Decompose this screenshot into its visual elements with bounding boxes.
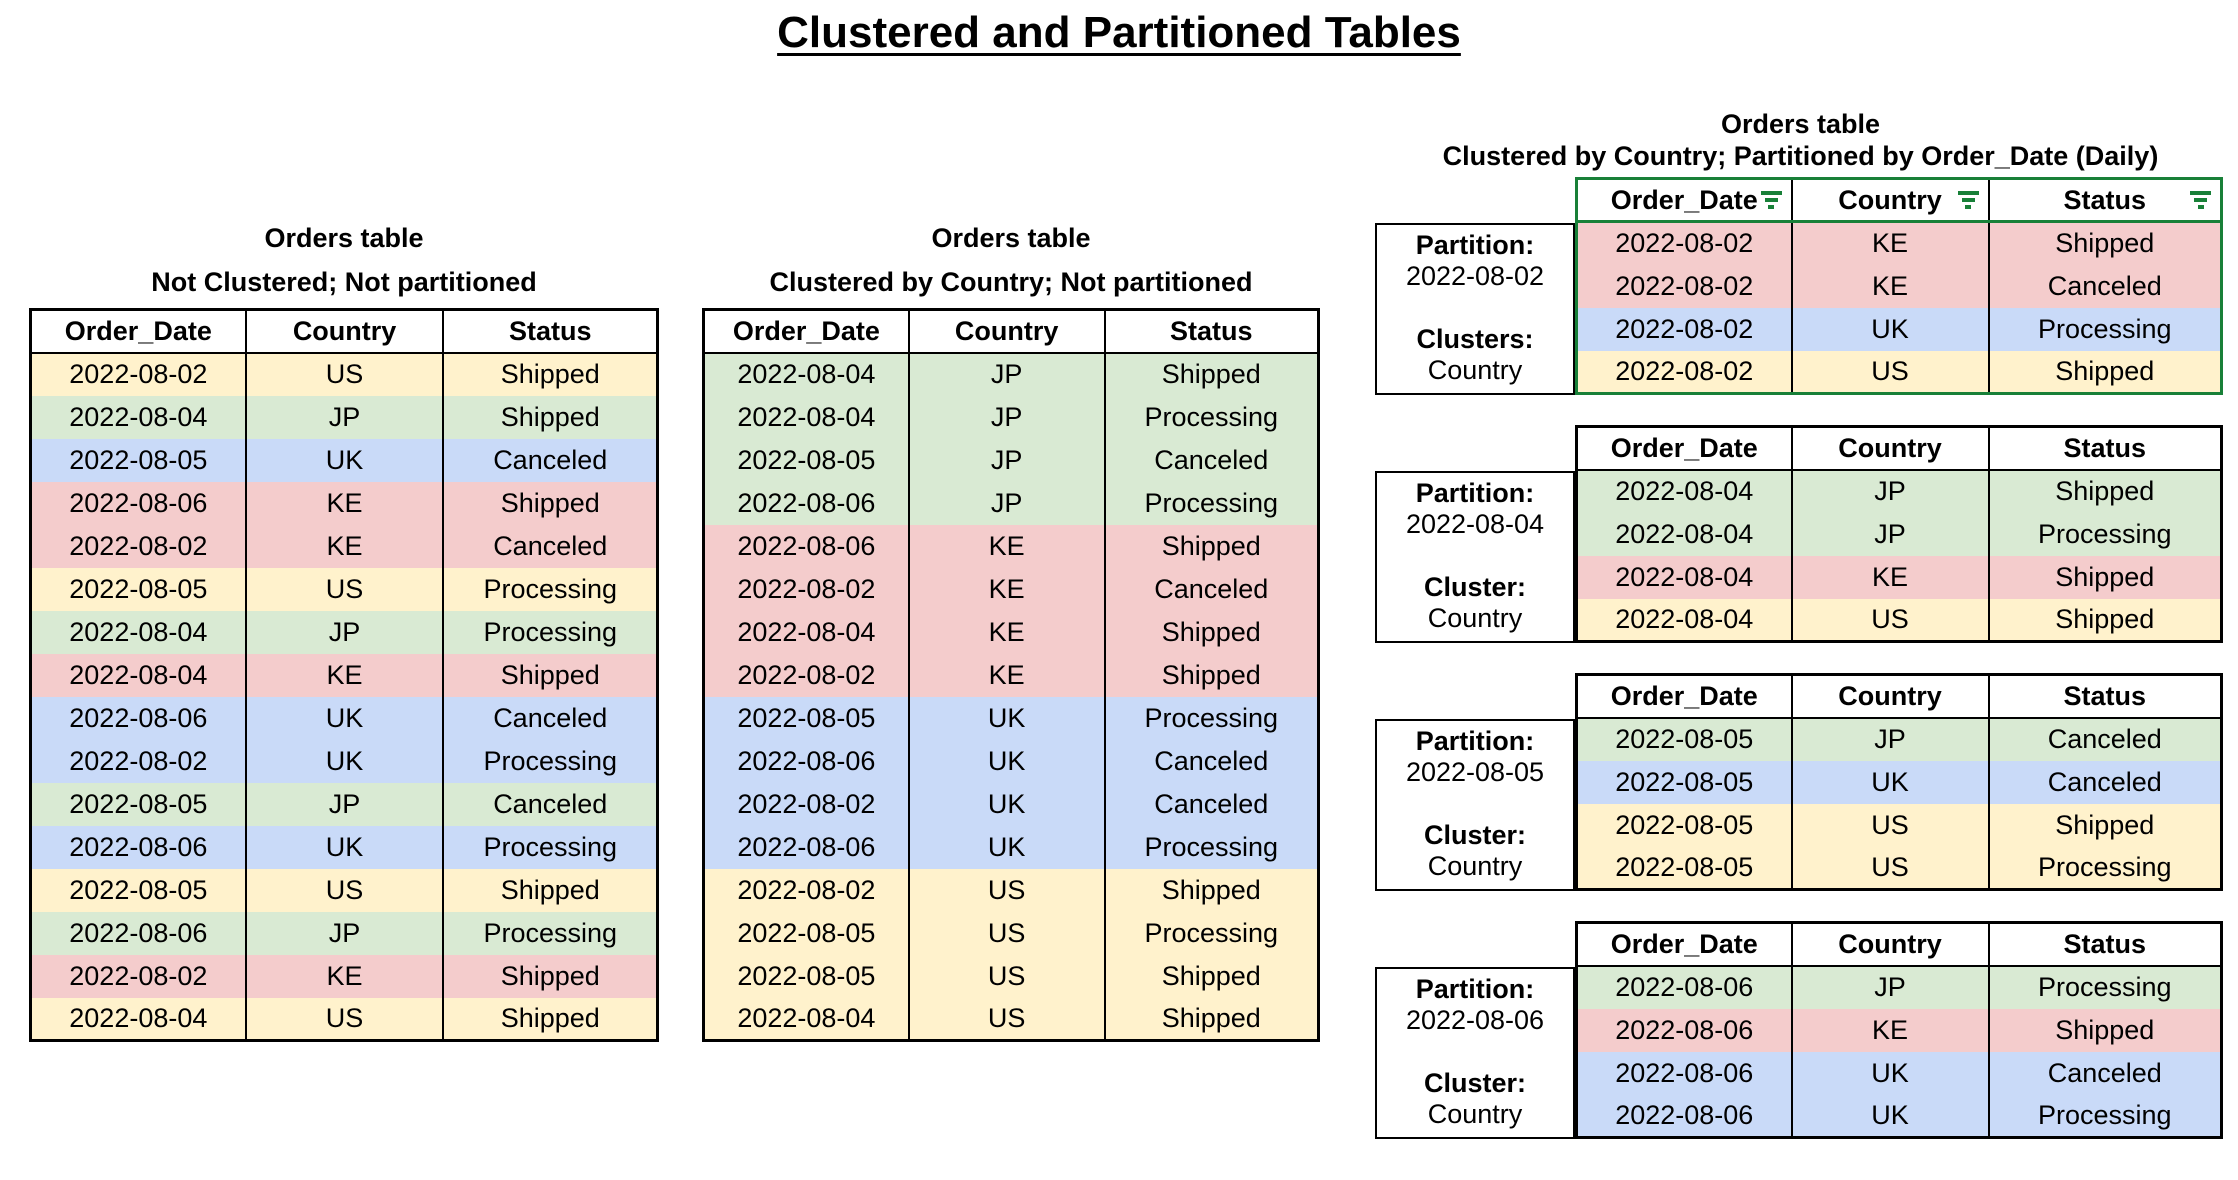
cell-date: 2022-08-02	[1577, 222, 1792, 265]
cell-status: Shipped	[1105, 654, 1319, 697]
cell-status: Shipped	[1105, 353, 1319, 396]
table-row	[1577, 513, 2222, 556]
cell-date: 2022-08-06	[1577, 1052, 1792, 1095]
filter-icon[interactable]	[2190, 191, 2211, 209]
cell-date: 2022-08-05	[1577, 718, 1792, 761]
cell-country: US	[246, 568, 444, 611]
column-header-order-date: Order_Date	[704, 310, 909, 353]
partition-group-2022-08-06	[1375, 921, 2226, 1139]
cell-date: 2022-08-06	[704, 482, 909, 525]
cell-country: UK	[909, 783, 1105, 826]
partition-value: 2022-08-06	[1405, 1005, 1545, 1035]
table-row	[1577, 1052, 2222, 1095]
table-row	[704, 869, 1319, 912]
cell-status: Shipped	[443, 482, 657, 525]
table-row	[1577, 222, 2222, 265]
cell-status: Shipped	[443, 353, 657, 396]
partition-label: Partition:	[1415, 230, 1535, 260]
cell-status: Canceled	[1989, 265, 2222, 308]
table-row	[1577, 718, 2222, 761]
column-header-country	[1792, 179, 1989, 222]
section-clustered	[702, 222, 1320, 1042]
table-row	[31, 611, 658, 654]
table-row	[1577, 265, 2222, 308]
cell-status: Canceled	[443, 439, 657, 482]
partition-group-2022-08-02	[1375, 177, 2226, 395]
cell-status: Shipped	[1105, 998, 1319, 1041]
cell-status: Shipped	[1105, 955, 1319, 998]
cell-date: 2022-08-04	[704, 611, 909, 654]
partition-value: 2022-08-05	[1405, 757, 1545, 787]
cell-country: UK	[909, 697, 1105, 740]
cell-status: Shipped	[1989, 804, 2222, 847]
section-subtitle: Not Clustered; Not partitioned	[151, 267, 537, 297]
cell-country: KE	[1792, 1009, 1989, 1052]
table-row	[31, 525, 658, 568]
cell-country: JP	[909, 482, 1105, 525]
cell-status: Processing	[443, 912, 657, 955]
section-subtitle: Clustered by Country; Partitioned by Order_Date (Daily)	[1442, 141, 2159, 171]
cell-country: US	[246, 353, 444, 396]
cell-date: 2022-08-02	[31, 525, 246, 568]
section-not-clustered	[29, 222, 659, 1042]
cell-date: 2022-08-05	[704, 912, 909, 955]
cell-date: 2022-08-06	[1577, 1009, 1792, 1052]
cell-status: Shipped	[443, 396, 657, 439]
header-row	[1577, 427, 2222, 470]
cell-status: Shipped	[1989, 556, 2222, 599]
cell-country: US	[909, 998, 1105, 1041]
cell-status: Canceled	[443, 525, 657, 568]
cell-status: Canceled	[1989, 761, 2222, 804]
cell-date: 2022-08-02	[704, 654, 909, 697]
cluster-label: Clusters:	[1416, 324, 1534, 354]
table-row	[31, 869, 658, 912]
cluster-label: Cluster:	[1423, 1068, 1526, 1098]
header-row	[31, 310, 658, 353]
cell-status: Canceled	[443, 697, 657, 740]
orders-table-not-clustered	[29, 308, 659, 1042]
cell-date: 2022-08-02	[704, 568, 909, 611]
page-title: Clustered and Partitioned Tables	[777, 8, 1461, 57]
partition-value: 2022-08-04	[1405, 509, 1545, 539]
cluster-value: Country	[1427, 1099, 1523, 1129]
orders-table-clustered	[702, 308, 1320, 1042]
cell-country: UK	[246, 439, 444, 482]
cell-date: 2022-08-02	[31, 353, 246, 396]
column-header-status: Status	[443, 310, 657, 353]
table-row	[31, 955, 658, 998]
table-row	[704, 611, 1319, 654]
cell-status: Processing	[1989, 847, 2222, 890]
cell-status: Canceled	[1105, 439, 1319, 482]
cell-date: 2022-08-05	[31, 439, 246, 482]
column-header-order-date	[1577, 179, 1792, 222]
cell-status: Processing	[1989, 966, 2222, 1009]
cell-country: KE	[1792, 556, 1989, 599]
cell-country: US	[246, 869, 444, 912]
cell-status: Processing	[1105, 912, 1319, 955]
table-row	[31, 783, 658, 826]
cell-date: 2022-08-02	[1577, 308, 1792, 351]
cell-date: 2022-08-04	[31, 654, 246, 697]
cell-date: 2022-08-05	[1577, 804, 1792, 847]
cluster-label: Cluster:	[1423, 820, 1526, 850]
column-header-order-date: Order_Date	[1577, 923, 1792, 966]
cell-date: 2022-08-04	[704, 998, 909, 1041]
partition-label-box	[1375, 223, 1575, 395]
partition-label: Partition:	[1415, 974, 1535, 1004]
cell-country: UK	[909, 826, 1105, 869]
cell-status: Shipped	[1989, 470, 2222, 513]
cell-date: 2022-08-06	[704, 525, 909, 568]
cell-date: 2022-08-04	[31, 611, 246, 654]
partition-table-2022-08-02	[1575, 177, 2223, 395]
cell-country: KE	[246, 955, 444, 998]
cluster-value: Country	[1427, 603, 1523, 633]
column-header-country: Country	[909, 310, 1105, 353]
cell-status: Canceled	[1105, 783, 1319, 826]
cell-date: 2022-08-04	[1577, 556, 1792, 599]
partition-label-box	[1375, 471, 1575, 643]
table-row	[704, 439, 1319, 482]
table-row	[1577, 761, 2222, 804]
cell-status: Shipped	[1989, 599, 2222, 642]
cell-country: UK	[1792, 1052, 1989, 1095]
cell-status: Shipped	[1989, 222, 2222, 265]
cell-country: US	[1792, 804, 1989, 847]
cell-country: UK	[1792, 761, 1989, 804]
cluster-value: Country	[1427, 355, 1523, 385]
cell-status: Canceled	[1105, 740, 1319, 783]
table-row	[1577, 599, 2222, 642]
table-row	[704, 998, 1319, 1041]
section-title: Orders table	[1720, 109, 1881, 139]
table-row	[704, 740, 1319, 783]
table-row	[704, 912, 1319, 955]
table-row	[704, 697, 1319, 740]
cell-country: JP	[909, 396, 1105, 439]
cell-date: 2022-08-04	[704, 396, 909, 439]
cell-status: Shipped	[1105, 525, 1319, 568]
table-row	[1577, 1009, 2222, 1052]
cluster-label: Cluster:	[1423, 572, 1526, 602]
cell-country: JP	[246, 912, 444, 955]
cell-status: Processing	[1989, 1095, 2222, 1138]
table-row	[1577, 1095, 2222, 1138]
partition-group-2022-08-04	[1375, 425, 2226, 643]
cell-country: KE	[909, 654, 1105, 697]
header-row	[1577, 179, 2222, 222]
column-header-country: Country	[1792, 675, 1989, 718]
column-header-status: Status	[1105, 310, 1319, 353]
column-header-status	[1989, 179, 2222, 222]
cell-date: 2022-08-05	[31, 568, 246, 611]
cell-country: UK	[246, 826, 444, 869]
cell-date: 2022-08-05	[704, 439, 909, 482]
cell-date: 2022-08-02	[31, 955, 246, 998]
column-header-order-date: Order_Date	[31, 310, 246, 353]
cell-country: UK	[246, 697, 444, 740]
column-header-status: Status	[1989, 675, 2222, 718]
cell-country: UK	[246, 740, 444, 783]
filter-icon[interactable]	[1761, 191, 1782, 209]
cell-country: JP	[246, 611, 444, 654]
cell-country: JP	[246, 396, 444, 439]
header-row	[704, 310, 1319, 353]
cell-date: 2022-08-04	[1577, 599, 1792, 642]
table-row	[31, 353, 658, 396]
cell-status: Shipped	[443, 869, 657, 912]
partition-label-box	[1375, 719, 1575, 891]
table-row	[704, 525, 1319, 568]
cell-country: US	[909, 955, 1105, 998]
cell-country: US	[909, 869, 1105, 912]
partition-table-2022-08-06	[1575, 921, 2223, 1139]
cell-date: 2022-08-04	[31, 998, 246, 1041]
column-header-status: Status	[1989, 427, 2222, 470]
table-row	[31, 826, 658, 869]
partition-table-2022-08-05	[1575, 673, 2223, 891]
table-row	[1577, 847, 2222, 890]
column-header-label: Status	[2063, 184, 2147, 215]
cell-status: Shipped	[443, 955, 657, 998]
cell-date: 2022-08-02	[31, 740, 246, 783]
column-header-country: Country	[1792, 427, 1989, 470]
cell-country: JP	[1792, 718, 1989, 761]
cell-date: 2022-08-06	[1577, 966, 1792, 1009]
cell-status: Canceled	[1989, 1052, 2222, 1095]
cell-country: JP	[1792, 470, 1989, 513]
cell-status: Shipped	[1105, 611, 1319, 654]
cell-status: Processing	[1989, 513, 2222, 556]
cell-country: UK	[1792, 1095, 1989, 1138]
cell-country: KE	[246, 654, 444, 697]
cell-status: Canceled	[1105, 568, 1319, 611]
cell-date: 2022-08-06	[31, 912, 246, 955]
table-row	[1577, 470, 2222, 513]
section-title: Orders table	[931, 223, 1091, 253]
cell-country: KE	[1792, 222, 1989, 265]
cell-country: KE	[909, 611, 1105, 654]
cell-country: KE	[909, 568, 1105, 611]
cell-date: 2022-08-04	[31, 396, 246, 439]
cell-country: US	[1792, 351, 1989, 394]
cell-date: 2022-08-05	[704, 955, 909, 998]
cell-status: Shipped	[443, 998, 657, 1041]
cell-country: JP	[909, 439, 1105, 482]
cell-country: JP	[1792, 513, 1989, 556]
table-row	[704, 482, 1319, 525]
table-row	[704, 955, 1319, 998]
cell-status: Processing	[443, 740, 657, 783]
cell-country: KE	[246, 525, 444, 568]
table-row	[31, 998, 658, 1041]
table-row	[704, 353, 1319, 396]
cell-date: 2022-08-06	[704, 826, 909, 869]
cell-country: KE	[246, 482, 444, 525]
cell-country: KE	[909, 525, 1105, 568]
cluster-value: Country	[1427, 851, 1523, 881]
header-row	[1577, 675, 2222, 718]
section-clustered-partitioned	[1375, 108, 2226, 1169]
cell-country: UK	[909, 740, 1105, 783]
table-row	[1577, 351, 2222, 394]
table-row	[704, 568, 1319, 611]
table-row	[31, 697, 658, 740]
column-header-label: Order_Date	[1610, 184, 1758, 215]
table-row	[704, 783, 1319, 826]
cell-country: UK	[1792, 308, 1989, 351]
cell-status: Processing	[1989, 308, 2222, 351]
cell-country: JP	[246, 783, 444, 826]
filter-icon[interactable]	[1958, 191, 1979, 209]
cell-country: KE	[1792, 265, 1989, 308]
column-header-country: Country	[246, 310, 444, 353]
cell-status: Shipped	[1105, 869, 1319, 912]
partition-value: 2022-08-02	[1405, 261, 1545, 291]
cell-country: US	[1792, 599, 1989, 642]
table-row	[1577, 966, 2222, 1009]
table-row	[31, 912, 658, 955]
section-title: Orders table	[264, 223, 424, 253]
cell-status: Processing	[1105, 697, 1319, 740]
cell-date: 2022-08-06	[31, 482, 246, 525]
cell-date: 2022-08-02	[1577, 265, 1792, 308]
table-row	[1577, 804, 2222, 847]
table-row	[704, 826, 1319, 869]
cell-date: 2022-08-05	[1577, 761, 1792, 804]
cell-date: 2022-08-04	[1577, 470, 1792, 513]
cell-status: Processing	[1105, 826, 1319, 869]
partition-label-box	[1375, 967, 1575, 1139]
cell-date: 2022-08-04	[1577, 513, 1792, 556]
partition-table-2022-08-04	[1575, 425, 2223, 643]
cell-status: Processing	[443, 568, 657, 611]
cell-date: 2022-08-05	[704, 697, 909, 740]
column-header-status: Status	[1989, 923, 2222, 966]
cell-status: Shipped	[443, 654, 657, 697]
cell-date: 2022-08-05	[31, 869, 246, 912]
cell-status: Processing	[443, 611, 657, 654]
cell-date: 2022-08-06	[1577, 1095, 1792, 1138]
cell-date: 2022-08-05	[1577, 847, 1792, 890]
table-row	[1577, 308, 2222, 351]
table-row	[31, 439, 658, 482]
cell-date: 2022-08-02	[704, 783, 909, 826]
cell-date: 2022-08-05	[31, 783, 246, 826]
table-row	[31, 568, 658, 611]
header-row	[1577, 923, 2222, 966]
column-header-country: Country	[1792, 923, 1989, 966]
column-header-order-date: Order_Date	[1577, 427, 1792, 470]
cell-date: 2022-08-06	[31, 826, 246, 869]
cell-country: US	[246, 998, 444, 1041]
column-header-order-date: Order_Date	[1577, 675, 1792, 718]
cell-status: Shipped	[1989, 1009, 2222, 1052]
table-row	[1577, 556, 2222, 599]
cell-date: 2022-08-04	[704, 353, 909, 396]
cell-date: 2022-08-02	[1577, 351, 1792, 394]
cell-status: Canceled	[1989, 718, 2222, 761]
table-row	[704, 396, 1319, 439]
cell-status: Canceled	[443, 783, 657, 826]
partition-label: Partition:	[1415, 478, 1535, 508]
cell-country: JP	[909, 353, 1105, 396]
table-row	[31, 654, 658, 697]
partition-label: Partition:	[1415, 726, 1535, 756]
cell-country: US	[909, 912, 1105, 955]
cell-status: Processing	[1105, 482, 1319, 525]
cell-country: JP	[1792, 966, 1989, 1009]
cell-date: 2022-08-06	[704, 740, 909, 783]
partition-group-2022-08-05	[1375, 673, 2226, 891]
table-row	[31, 740, 658, 783]
section-subtitle: Clustered by Country; Not partitioned	[769, 267, 1253, 297]
cell-status: Processing	[1105, 396, 1319, 439]
cell-status: Processing	[443, 826, 657, 869]
cell-country: US	[1792, 847, 1989, 890]
table-row	[31, 482, 658, 525]
column-header-label: Country	[1838, 184, 1942, 215]
cell-date: 2022-08-02	[704, 869, 909, 912]
cell-date: 2022-08-06	[31, 697, 246, 740]
cell-status: Shipped	[1989, 351, 2222, 394]
table-row	[31, 396, 658, 439]
table-row	[704, 654, 1319, 697]
